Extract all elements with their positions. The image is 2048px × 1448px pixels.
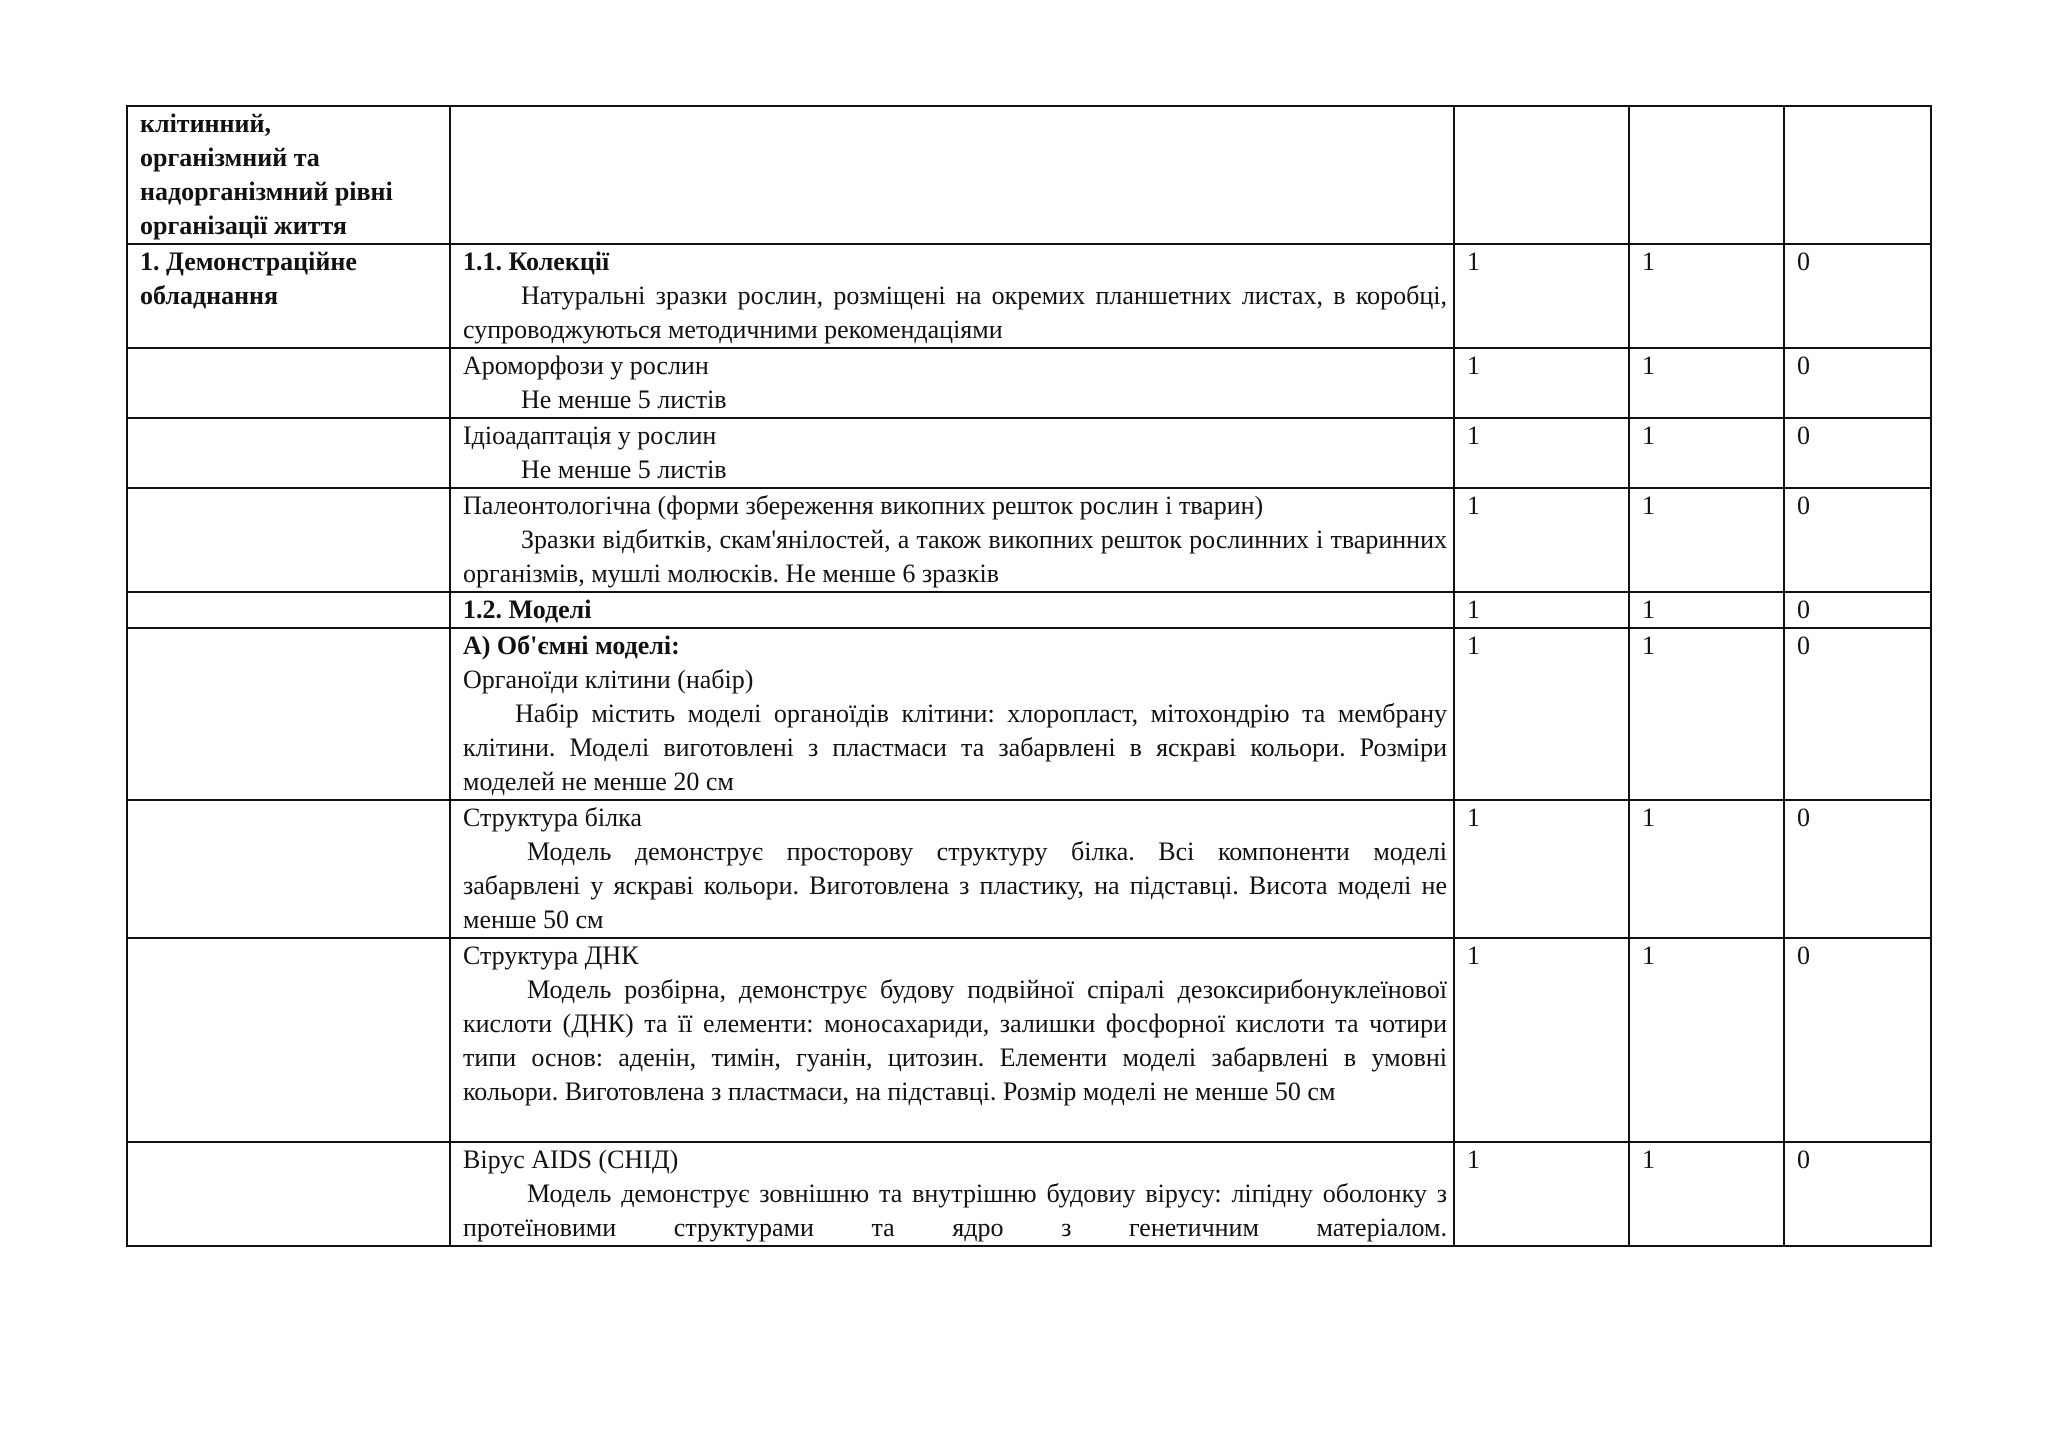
equipment-table (126, 105, 1932, 1247)
item-title: Структура білка (463, 803, 642, 832)
section-cell (127, 106, 450, 244)
value-cell-2: 1 (1629, 628, 1784, 800)
item-title: 1.2. Моделі (463, 595, 592, 624)
item-description: Набір містить моделі органоїдів клітини: хлоропласт, мітохондрію та мембрану клітини. Моделі виготовлені з пластмаси та забарвлені в яскраві кольори. Розміри моделей не менше 20 см (463, 699, 1447, 796)
table-row (127, 418, 1931, 488)
item-description: Зразки відбитків, скам'янілостей, а також викопних решток рослинних і тваринних організмів, мушлі молюсків. Не менше 6 зразків (463, 525, 1447, 588)
item-description: Модель демонструє просторову структуру білка. Всі компоненти моделі забарвлені у яскраві кольори. Виготовлена з пластику, на підставці. Висота моделі не менше 50 см (463, 837, 1447, 934)
value-cell-3: 0 (1784, 348, 1931, 418)
value-cell-3: 0 (1784, 938, 1931, 1142)
value-cell-1: 1 (1454, 244, 1629, 348)
value-cell-3: 0 (1784, 488, 1931, 592)
table-row (127, 488, 1931, 592)
category-cell: 1. Демонстраційне обладнання (127, 244, 450, 348)
item-title: А) Об'ємні моделі: (463, 631, 680, 660)
item-description: Не менше 5 листів (521, 455, 727, 484)
value-cell-1: 1 (1454, 938, 1629, 1142)
item-cell (450, 244, 1454, 348)
table-row (127, 106, 1931, 244)
item-title: Палеонтологічна (форми збереження викопних решток рослин і тварин) (463, 491, 1264, 520)
empty-cell (450, 106, 1454, 244)
section-line: організмний та (140, 143, 320, 172)
category-cell (127, 800, 450, 938)
item-title: Ідіоадаптація у рослин (463, 421, 717, 450)
category-cell (127, 418, 450, 488)
value-cell-2: 1 (1629, 800, 1784, 938)
item-description: Модель розбірна, демонструє будову подвійної спіралі дезоксирибонуклеїнової кислоти (ДНК) та її елементи: моносахариди, залишки фосфорної кислоти та чотири типи основ: аденін, тимін, гуанін, цитозин. Елементи моделі забарвлені в умовні кольори. Виготовлена з пластмаси, на підставці. Розмір моделі не менше 50 см (463, 975, 1447, 1106)
value-cell-2: 1 (1629, 348, 1784, 418)
item-cell (450, 628, 1454, 800)
category-cell (127, 628, 450, 800)
item-cell (450, 938, 1454, 1142)
item-cell (450, 488, 1454, 592)
item-cell (450, 592, 1454, 628)
value-cell-1: 1 (1454, 628, 1629, 800)
category-cell (127, 1142, 450, 1246)
item-description: Натуральні зразки рослин, розміщені на окремих планшетних листах, в коробці, супроводжуються методичними рекомендаціями (463, 281, 1447, 344)
value-cell-3: 0 (1784, 800, 1931, 938)
table-row (127, 1142, 1931, 1246)
value-cell-3: 0 (1784, 592, 1931, 628)
table-row (127, 592, 1931, 628)
category-cell (127, 488, 450, 592)
item-cell (450, 1142, 1454, 1246)
value-cell-3: 0 (1784, 418, 1931, 488)
empty-cell (1629, 106, 1784, 244)
category-cell (127, 938, 450, 1142)
value-cell-1: 1 (1454, 1142, 1629, 1246)
value-cell-3: 0 (1784, 244, 1931, 348)
value-cell-1: 1 (1454, 348, 1629, 418)
value-cell-3: 0 (1784, 1142, 1931, 1246)
item-title: Структура ДНК (463, 941, 639, 970)
value-cell-3: 0 (1784, 628, 1931, 800)
empty-cell (1454, 106, 1629, 244)
item-cell (450, 800, 1454, 938)
value-cell-2: 1 (1629, 244, 1784, 348)
empty-cell (1784, 106, 1931, 244)
table-row (127, 348, 1931, 418)
item-description: Модель демонструє зовнішню та внутрішню будовиу вірусу: ліпідну оболонку з протеїновими структурами та ядро з генетичним матеріалом. (463, 1179, 1447, 1242)
section-line: клітинний, (140, 109, 271, 138)
value-cell-2: 1 (1629, 938, 1784, 1142)
item-cell (450, 418, 1454, 488)
item-cell (450, 348, 1454, 418)
category-cell (127, 592, 450, 628)
value-cell-2: 1 (1629, 592, 1784, 628)
value-cell-2: 1 (1629, 488, 1784, 592)
value-cell-1: 1 (1454, 800, 1629, 938)
value-cell-1: 1 (1454, 488, 1629, 592)
item-title: Ароморфози у рослин (463, 351, 709, 380)
value-cell-1: 1 (1454, 592, 1629, 628)
table-row (127, 628, 1931, 800)
item-title: Вірус AIDS (СНІД) (463, 1145, 679, 1174)
value-cell-2: 1 (1629, 418, 1784, 488)
category-cell (127, 348, 450, 418)
item-title: 1.1. Колекції (463, 247, 610, 276)
section-line: надорганізмний рівні (140, 177, 393, 206)
value-cell-2: 1 (1629, 1142, 1784, 1246)
table-row (127, 938, 1931, 1142)
table-row (127, 244, 1931, 348)
item-description: Не менше 5 листів (521, 385, 727, 414)
table-row (127, 800, 1931, 938)
value-cell-1: 1 (1454, 418, 1629, 488)
item-subtitle: Органоїди клітини (набір) (463, 665, 754, 694)
section-line: організації життя (140, 211, 347, 240)
